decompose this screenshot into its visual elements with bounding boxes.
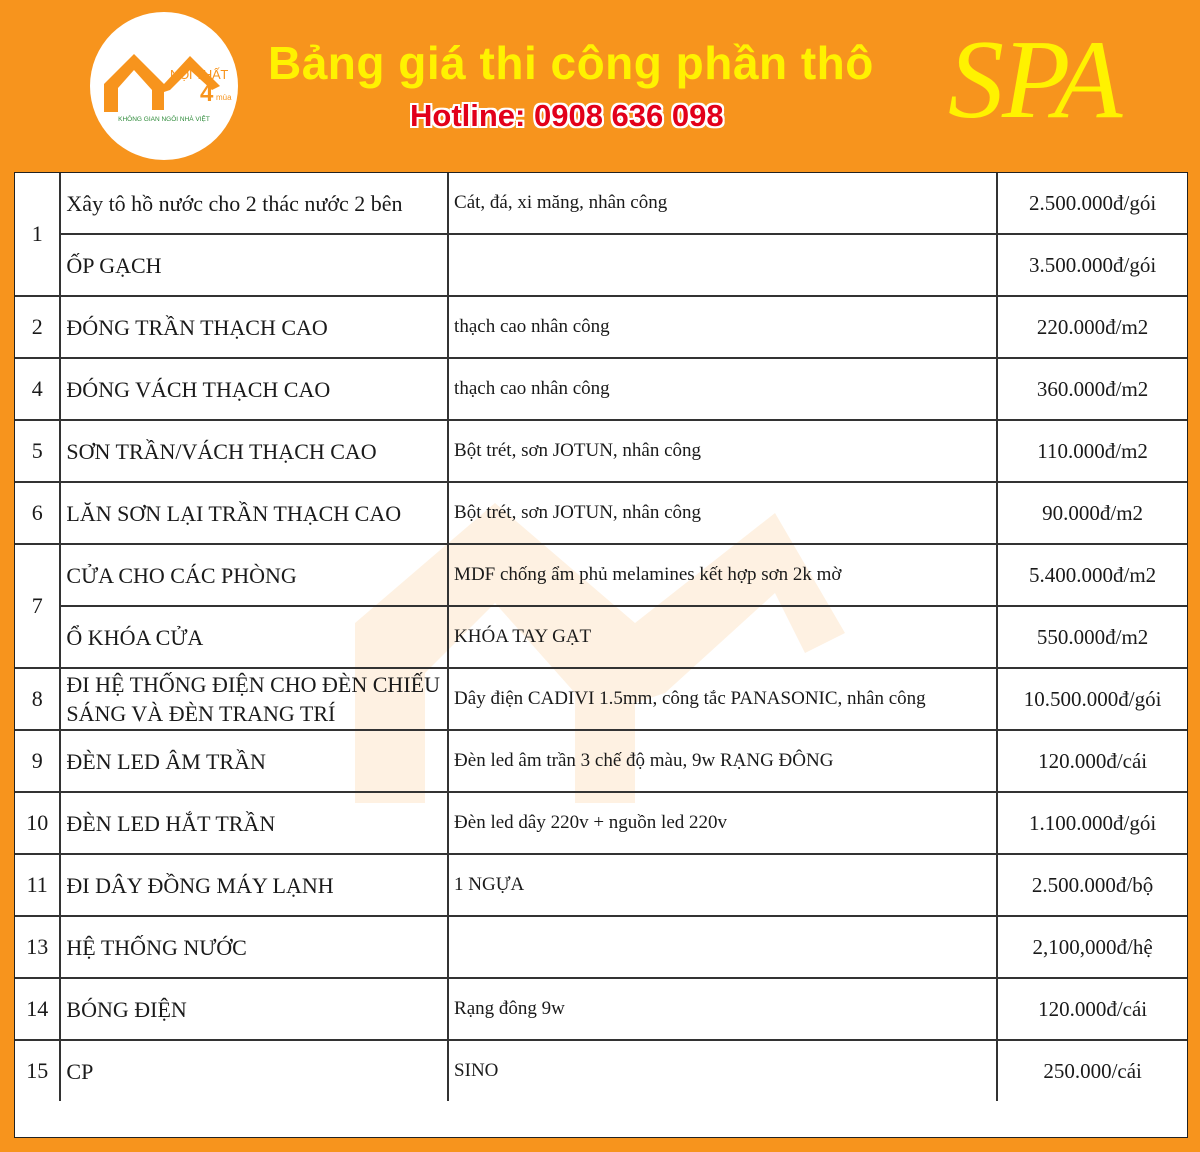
item-name: ĐÓNG TRẦN THẠCH CAO [60,296,448,358]
page-header [0,0,1200,170]
table-row [15,668,1187,730]
item-price: 120.000đ/cái [997,730,1187,792]
house-roof-icon [90,12,238,160]
row-number: 2 [15,296,60,358]
table-row [15,296,1187,358]
table-row [15,978,1187,1040]
item-name: ĐÈN LED HẮT TRẦN [60,792,448,854]
page-title: Bảng giá thi công phần thô [268,37,874,89]
item-name: CỬA CHO CÁC PHÒNG [60,544,448,606]
row-number: 13 [15,916,60,978]
company-logo [90,12,238,160]
table-row [15,916,1187,978]
item-description: thạch cao nhân công [448,296,997,358]
row-number: 11 [15,854,60,916]
row-number: 10 [15,792,60,854]
logo-brand-text: NỘI THẤT [170,67,229,82]
item-description: 1 NGỰA [448,854,997,916]
table-row [15,420,1187,482]
item-name: LĂN SƠN LẠI TRẦN THẠCH CAO [60,482,448,544]
item-name: BÓNG ĐIỆN [60,978,448,1040]
item-description: Bột trét, sơn JOTUN, nhân công [448,482,997,544]
item-name: ĐÈN LED ÂM TRẦN [60,730,448,792]
table-row [15,173,1187,234]
table-row [15,1040,1187,1101]
item-description: Đèn led âm trần 3 chế độ màu, 9w RẠNG ĐÔNG [448,730,997,792]
logo-tagline: KHÔNG GIAN NGÔI NHÀ VIỆT [118,116,210,123]
item-description: Dây điện CADIVI 1.5mm, công tắc PANASONIC, nhân công [448,668,997,730]
item-price: 3.500.000đ/gói [997,234,1187,296]
item-price: 110.000đ/m2 [997,420,1187,482]
row-number: 4 [15,358,60,420]
table-row [15,234,1187,296]
item-name: ĐÓNG VÁCH THẠCH CAO [60,358,448,420]
item-name: ĐI DÂY ĐỒNG MÁY LẠNH [60,854,448,916]
table-row [15,482,1187,544]
row-number: 6 [15,482,60,544]
item-name: ĐI HỆ THỐNG ĐIỆN CHO ĐÈN CHIẾU SÁNG VÀ ĐÈN TRANG TRÍ [60,668,448,730]
item-price: 360.000đ/m2 [997,358,1187,420]
item-name: Xây tô hồ nước cho 2 thác nước 2 bên [60,173,448,234]
item-description [448,234,997,296]
price-table [15,173,1187,1101]
row-number: 7 [15,544,60,668]
hotline: Hotline: 0908 636 098 [410,98,724,133]
item-price: 220.000đ/m2 [997,296,1187,358]
table-row [15,792,1187,854]
item-price: 120.000đ/cái [997,978,1187,1040]
price-table-container [14,172,1188,1138]
item-description [448,916,997,978]
item-name: SƠN TRẦN/VÁCH THẠCH CAO [60,420,448,482]
row-number: 1 [15,173,60,296]
item-price: 2,100,000đ/hệ [997,916,1187,978]
item-price: 2.500.000đ/gói [997,173,1187,234]
item-description: Rạng đông 9w [448,978,997,1040]
table-row [15,544,1187,606]
item-price: 1.100.000đ/gói [997,792,1187,854]
table-row [15,854,1187,916]
table-row [15,358,1187,420]
item-description: thạch cao nhân công [448,358,997,420]
item-price: 90.000đ/m2 [997,482,1187,544]
row-number: 9 [15,730,60,792]
table-row [15,730,1187,792]
item-description: SINO [448,1040,997,1101]
row-number: 15 [15,1040,60,1101]
item-name: CP [60,1040,448,1101]
item-price: 550.000đ/m2 [997,606,1187,668]
item-description: MDF chống ẩm phủ melamines kết hợp sơn 2k mờ [448,544,997,606]
item-price: 10.500.000đ/gói [997,668,1187,730]
item-description: Bột trét, sơn JOTUN, nhân công [448,420,997,482]
logo-season: mùa [216,93,232,102]
category-label: SPA [948,18,1121,142]
item-price: 5.400.000đ/m2 [997,544,1187,606]
item-name: Ổ KHÓA CỬA [60,606,448,668]
item-price: 2.500.000đ/bộ [997,854,1187,916]
item-description: Đèn led dây 220v + nguồn led 220v [448,792,997,854]
item-name: ỐP GẠCH [60,234,448,296]
item-description: Cát, đá, xi măng, nhân công [448,173,997,234]
row-number: 14 [15,978,60,1040]
item-name: HỆ THỐNG NƯỚC [60,916,448,978]
item-description: KHÓA TAY GẠT [448,606,997,668]
row-number: 8 [15,668,60,730]
logo-number: 4 [200,80,214,107]
table-row [15,606,1187,668]
item-price: 250.000/cái [997,1040,1187,1101]
row-number: 5 [15,420,60,482]
